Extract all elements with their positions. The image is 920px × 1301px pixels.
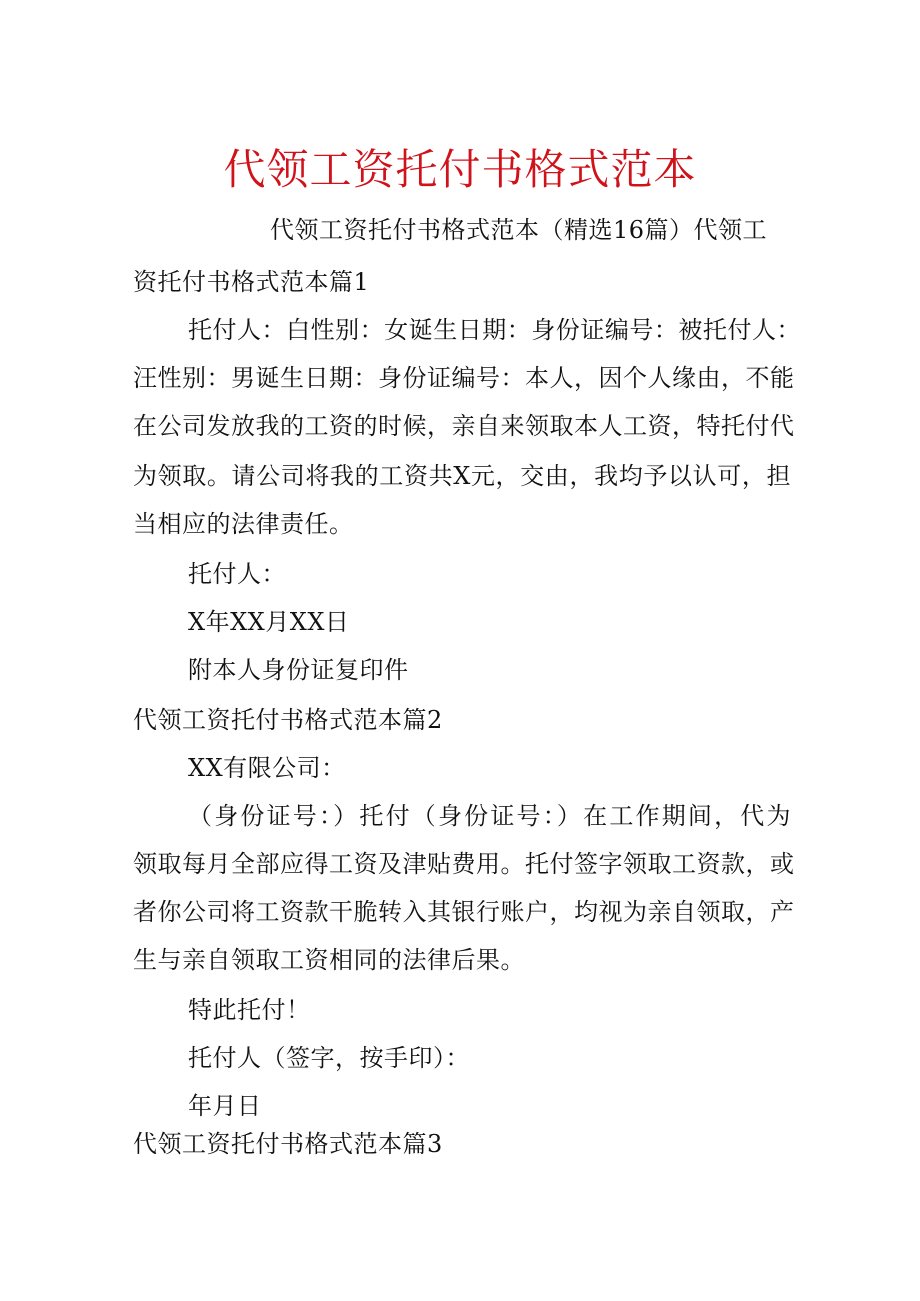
section2-heading: 代领工资托付书格式范本篇2 xyxy=(133,706,443,734)
section2-closing: 特此托付！ xyxy=(188,996,311,1024)
section1-body-line-5: 当相应的法律责任。 xyxy=(133,510,354,538)
section3-heading: 代领工资托付书格式范本篇3 xyxy=(133,1130,443,1158)
document-title: 代领工资托付书格式范本 xyxy=(223,145,697,194)
section2-body-line-1: （身份证号：）托付（身份证号：）在工作期间，代为 xyxy=(188,802,791,830)
section2-signer: 托付人（签字，按手印）： xyxy=(188,1044,470,1072)
section1-heading: 资托付书格式范本篇1 xyxy=(133,268,370,296)
section2-date: 年月日 xyxy=(188,1092,262,1120)
section1-body-line-1: 托付人：白性别：女诞生日期：身份证编号：被托付人： xyxy=(188,316,801,344)
intro-line-1: 代领工资托付书格式范本（精选16篇）代领工 xyxy=(270,216,768,244)
section1-body-line-4: 为领取。请公司将我的工资共X元，交由，我均予以认可，担 xyxy=(133,462,791,490)
section1-body-line-3: 在公司发放我的工资的时候，亲自来领取本人工资，特托付代 xyxy=(133,412,795,440)
section1-signer: 托付人： xyxy=(188,560,286,588)
section2-body-line-4: 生与亲自领取工资相同的法律后果。 xyxy=(133,946,525,974)
section2-body-line-2: 领取每月全部应得工资及津贴费用。托付签字领取工资款，或 xyxy=(133,850,795,878)
section2-body-line-3: 者你公司将工资款干脆转入其银行账户，均视为亲自领取，产 xyxy=(133,898,795,926)
section1-attachment: 附本人身份证复印件 xyxy=(188,656,409,684)
section1-date: X年XX月XX日 xyxy=(188,608,350,636)
section2-addressee: XX有限公司： xyxy=(188,754,346,782)
section1-body-line-2: 汪性别：男诞生日期：身份证编号：本人，因个人缘由，不能 xyxy=(133,364,795,392)
